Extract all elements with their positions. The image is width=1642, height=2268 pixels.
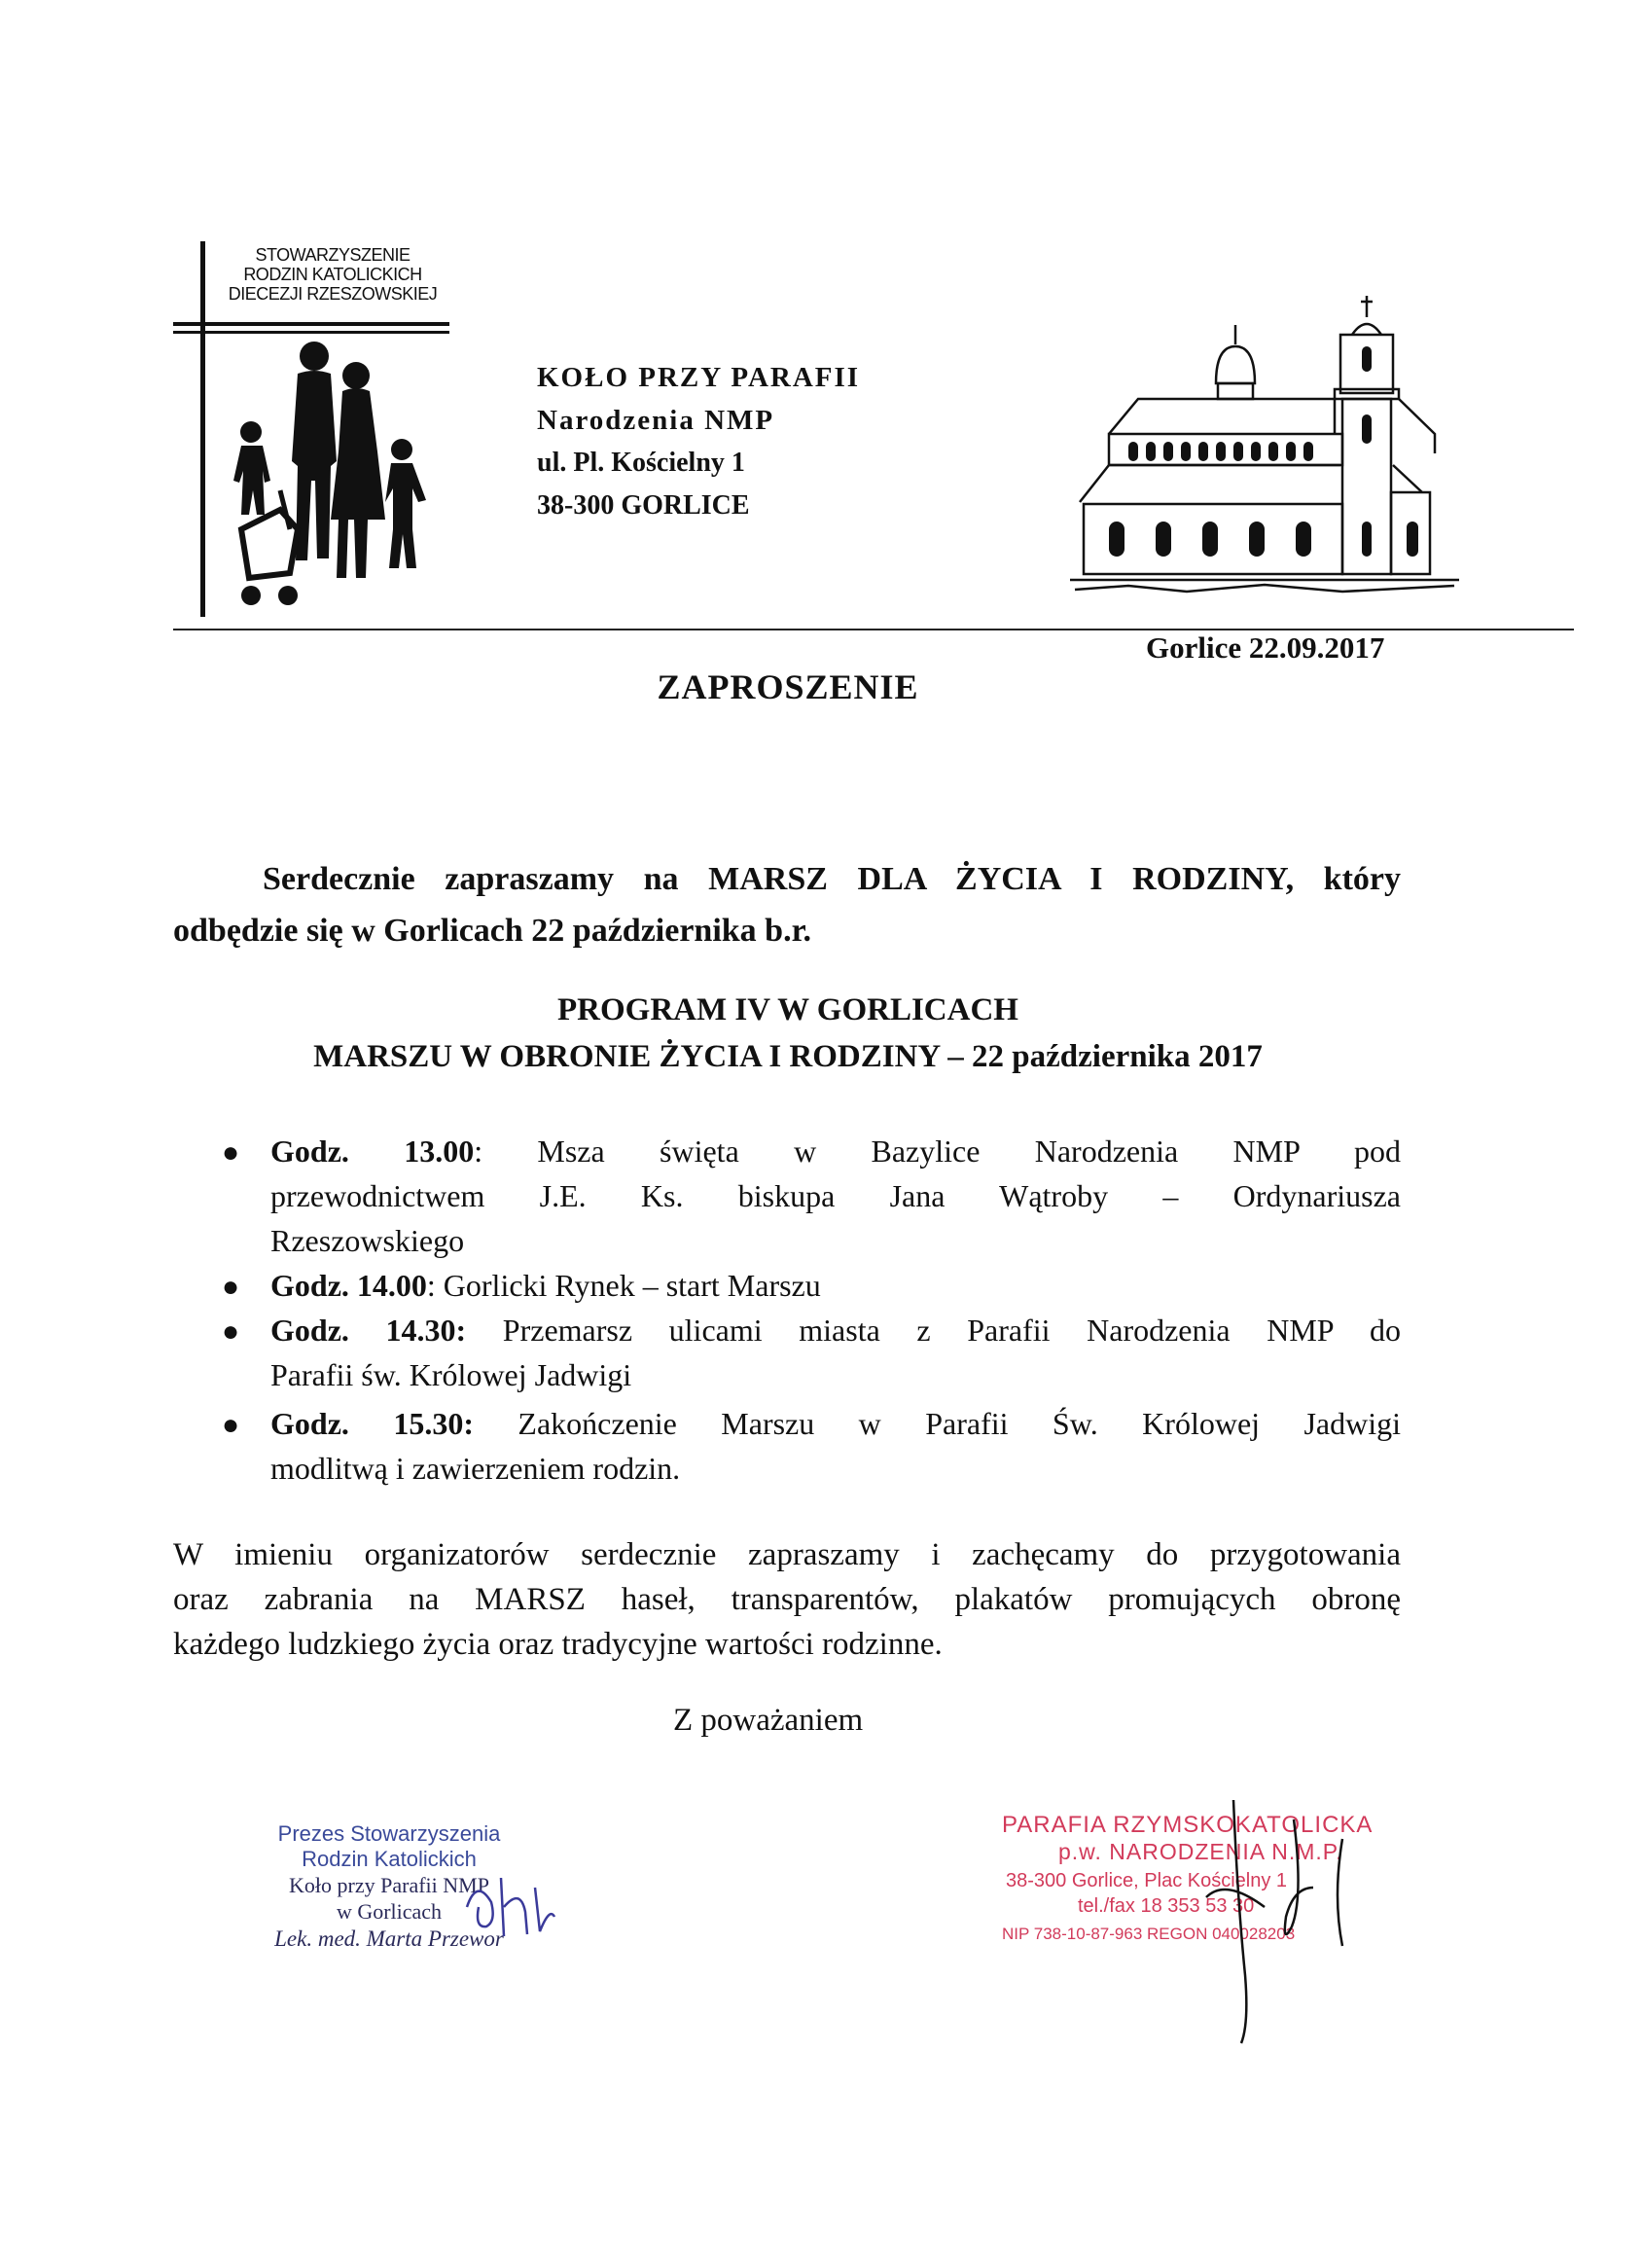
intro-line-1: Serdecznie zapraszamy na MARSZ DLA ŻYCIA I RODZINY, który — [263, 861, 1401, 897]
church-drawing-icon — [1070, 288, 1459, 599]
address-line-4: 38-300 GORLICE — [537, 490, 750, 521]
left-stamp-line-3: Koło przy Parafii NMP — [289, 1873, 489, 1897]
closing-line-2: oraz zabrania na MARSZ haseł, transparentów, plakatów promujących obronę — [173, 1582, 1401, 1617]
left-stamp-line-2: Rodzin Katolickich — [302, 1847, 477, 1871]
right-stamp-line-4: tel./fax 18 353 53 30 — [1078, 1895, 1255, 1917]
bullet-icon: ● — [222, 1315, 240, 1348]
left-stamp-line-1: Prezes Stowarzyszenia — [277, 1821, 501, 1846]
bullet-icon: ● — [222, 1409, 240, 1441]
program-item-2-line-1: Godz. 14.00: Gorlicki Rynek – start Marszu — [270, 1268, 821, 1303]
logo-text-line-1: STOWARZYSZENIE — [255, 245, 410, 265]
address-line-1: KOŁO PRZY PARAFII — [537, 362, 861, 393]
intro-line-2: odbędzie się w Gorlicach 22 października b.r. — [173, 913, 812, 949]
left-signature-icon — [457, 1868, 564, 1946]
closing-line-1: W imieniu organizatorów serdecznie zapraszamy i zachęcamy do przygotowania — [173, 1537, 1401, 1572]
program-heading-1: PROGRAM IV W GORLICACH — [557, 992, 1018, 1027]
program-heading-2: MARSZU W OBRONIE ŻYCIA I RODZINY – 22 października 2017 — [313, 1039, 1263, 1074]
program-item-3-line-2: Parafii św. Królowej Jadwigi — [270, 1357, 632, 1392]
program-item-4-line-2: modlitwą i zawierzeniem rodzin. — [270, 1451, 681, 1486]
program-item-1-line-1: Godz. 13.00: Msza święta w Bazylice Narodzenia NMP pod — [270, 1134, 1402, 1169]
bullet-icon: ● — [222, 1136, 240, 1169]
address-line-2: Narodzenia NMP — [537, 405, 775, 436]
bullet-icon: ● — [222, 1271, 240, 1303]
family-silhouette-icon — [222, 335, 446, 617]
logo-text-line-3: DIECEZJI RZESZOWSKIEJ — [228, 284, 438, 304]
regards: Z poważaniem — [673, 1703, 864, 1738]
right-stamp-line-1: PARAFIA RZYMSKOKATOLICKA — [1002, 1812, 1374, 1838]
left-stamp-line-5: Lek. med. Marta Przewor — [274, 1926, 504, 1951]
closing-line-3: każdego ludzkiego życia oraz tradycyjne wartości rodzinne. — [173, 1627, 943, 1662]
logo-text-line-2: RODZIN KATOLICKICH — [243, 265, 422, 284]
logo-cross-horizontal — [173, 322, 449, 326]
right-stamp-line-2: p.w. NARODZENIA N.M.P. — [1058, 1839, 1343, 1864]
program-item-1-line-3: Rzeszowskiego — [270, 1223, 465, 1258]
program-item-1-line-2: przewodnictwem J.E. Ks. biskupa Jana Wątroby – Ordynariusza — [270, 1178, 1401, 1213]
logo-cross-horizontal-2 — [173, 331, 449, 334]
document-date: Gorlice 22.09.2017 — [1146, 630, 1385, 665]
logo-cross-vertical — [200, 241, 205, 617]
left-stamp-line-4: w Gorlicach — [336, 1899, 443, 1924]
document-title: ZAPROSZENIE — [657, 667, 919, 706]
right-signature-icon — [1148, 1781, 1420, 2053]
program-item-3-line-1: Godz. 14.30: Przemarsz ulicami miasta z Parafii Narodzenia NMP do — [270, 1313, 1402, 1348]
address-line-3: ul. Pl. Kościelny 1 — [537, 448, 745, 478]
program-item-4-line-1: Godz. 15.30: Zakończenie Marszu w Parafii Św. Królowej Jadwigi — [270, 1406, 1402, 1441]
right-stamp-line-5: NIP 738-10-87-963 REGON 040028203 — [1002, 1925, 1296, 1943]
right-stamp-line-3: 38-300 Gorlice, Plac Kościelny 1 — [1006, 1870, 1288, 1891]
